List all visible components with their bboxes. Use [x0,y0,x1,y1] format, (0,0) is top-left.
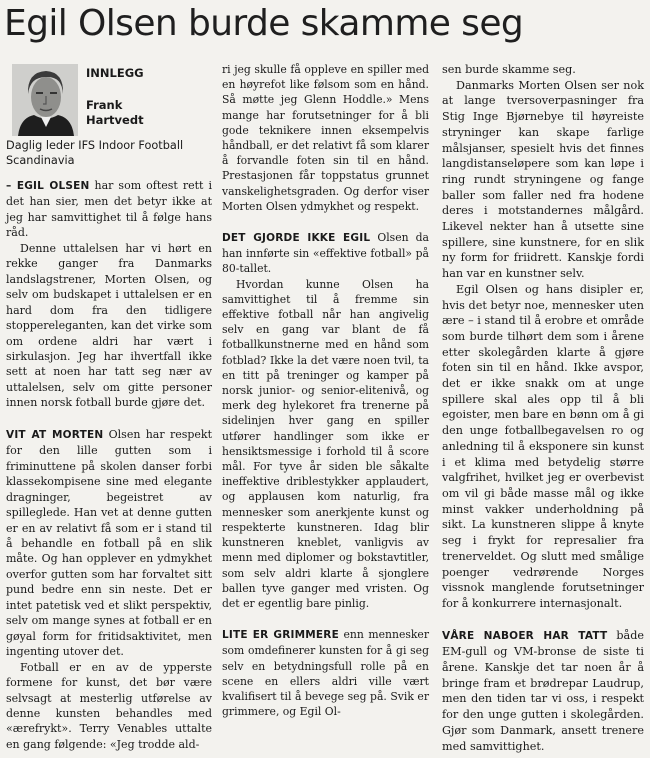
paragraph-text: har som oftest rett i det han sier, men det betyr ikke at jeg har samvittighet til å følge hans råd. [6,179,212,240]
article-paragraph [442,78,644,282]
paragraph-text: Hvordan kunne Olsen ha samvittighet til å fremme sin effektive fotball når han angivelig selv en gang var blant de få fotballkunstnerne med en hånd som fotblad? Ikke la det være noen tvil, ta en titt på treninger og kamper på norsk junior- og senior-elitenivå, og merk deg hylekoret fra trenerne på sidelinjen hver gang en spiller utfører handlinger som ikke er hensiktsmessige i forhold til å score mål. For tyve år siden ble såkalte ineffektive driblestykker applaudert, og applausen kom naturlig, fra mennesker som anerkjente kunst og respekterte kunstneren. Idag blir kunstneren kneblet, vanligvis av menn med diplomer og bokstavtitler, som selv aldri klarte å sjonglere ballen tyve ganger med vristen. Og det er egentlig bare pinlig. [222,277,429,610]
column-label: INNLEGG [86,66,144,80]
author-portrait [12,64,78,136]
paragraph-text: Olsen har respekt for den lille gutten som i friminuttene på skolen danser forbi klassekompisene sine med elegante dragninger, begeistret av spilleglede. Han vet at denne gutten er en av relativt få som er i stand til å behandle en fotball på en slik måte. Og han opplever en ydmykhet overfor gutten som har forvaltet sitt pund bedre enn sin neste. Det er intet patetisk ved et slikt perspektiv, selv om mange synes at fotball er en gøyal form for fritidsaktivitet, men ingenting utover det. [6,427,212,659]
author-name [86,98,196,128]
article-paragraph [6,178,212,241]
article-paragraph [6,241,212,411]
byline [6,62,212,174]
article-column-2 [222,62,429,719]
article-column-3 [442,62,644,754]
article-paragraph [6,427,212,660]
article-paragraph [442,282,644,612]
paragraph-text: Fotball er en av de ypperste formene for kunst, det bør være selvsagt at mesterlig utførelse av denne kunsten behandles med «ærefrykt». Terry Venables uttalte en gang følgende: «Jeg trodde ald- [6,660,212,751]
subheading: – EGIL OLSEN [6,180,90,192]
article-column-1 [6,178,212,752]
author-first-name: Frank [86,98,123,112]
article-paragraph [442,628,644,755]
article-paragraph [222,62,429,214]
paragraph-text: Egil Olsen og hans disipler er, hvis det betyr noe, mennesker uten ære – i stand til å erobre et område som burde tilhørt dem som i årene etter skolegården klarte å gjøre foten sin til en hånd. Ikke avspor, det er ikke snakk om at unge spillere skal ales opp til å bli egoister, men bare en bønn om å gi den unge fotballbegavelsen ro og anledning til å eksponere sin kunst i et klima med betydelig større valgfrihet, hvilket jeg er overbevist om vil gi både masse mål og ikke minst vakker underholdning på sikt. La kunstneren slippe å knyte seg i frykt for represalier fra trenerveldet. Og slutt med smålige poenger vedrørende Norges vissnok manglende forutsetninger for å konkurrere internasjonalt. [442,282,644,610]
article-paragraph [222,627,429,719]
subheading: VIT AT MORTEN [6,428,104,441]
article-paragraph [222,230,429,277]
headline: Egil Olsen burde skamme seg [4,3,524,44]
article-paragraph [442,62,644,78]
paragraph-text: Danmarks Morten Olsen ser nok at lange tversoverpasninger fra Stig Inge Bjørnebye til høyreiste stryninger kan skape farlige målsjanser, spesielt hvis det finnes langdistanseløpere som kan løpe i ring rundt stryningene og fange baller som faller ned fra hodene deres i motstandernes målgård. Likevel nekter han å utsette sine spillere, sine kunstnere, for en slik ny form for friidrett. Kanskje fordi han var en kunstner selv. [442,78,644,281]
paragraph-text: både EM-gull og VM-bronse de siste ti årene. Kanskje det tar noen år å bringe fram et brødrepar Laudrup, men den tiden tar vi oss, i respekt for den unge gutten i skolegården. Gjør som Danmark, ansett trenere med samvittighet. [442,628,644,753]
subheading: VÅRE NABOER HAR TATT [442,629,608,642]
article-paragraph [222,277,429,611]
subheading: DET GJORDE IKKE EGIL [222,232,371,245]
author-portrait-image [12,64,78,136]
paragraph-text: Denne uttalelsen har vi hørt en rekke ganger fra Danmarks landslagstrener, Morten Olsen, og selv om budskapet i uttalelsen er en hard dom fra den tidligere stoppereleganten, kan det virke som om ordene aldri har vært i sirkulasjon. Jeg har ihvertfall ikke sett at noen har tatt seg nær av uttalelsen, selv om gitte personer innen norsk fotball burde gjøre det. [6,241,212,410]
paragraph-text: sen burde skamme seg. [442,63,576,76]
subheading: LITE ER GRIMMERE [222,629,339,642]
paragraph-text: enn mennesker som omdefinerer kunsten for å gi seg selv en betydningsfull rolle på en scene en ellers aldri ville vært kvalifisert til å bevege seg på. Svik er grimmere, og Egil Ol- [222,628,429,719]
paragraph-text: ri jeg skulle få oppleve en spiller med en høyrefot like følsom som en hånd. Så møtte jeg Glenn Hoddle.» Mens mange har forutsetninger for å bli gode teknikere innen eksempelvis håndball, er det relativt få som klarer å forvandle foten sin til en hånd. Prestasjonen får toppstatus grunnet vanskelighetsgraden. Og derfor viser Morten Olsen ydmykhet og respekt. [222,63,429,213]
paragraph-text: Olsen da han innførte sin «effektive fotball» på 80-tallet. [222,231,429,276]
author-role: Daglig leder IFS Indoor Football Scandinavia [6,139,184,167]
article-paragraph [6,660,212,753]
author-last-name: Hartvedt [86,113,144,127]
